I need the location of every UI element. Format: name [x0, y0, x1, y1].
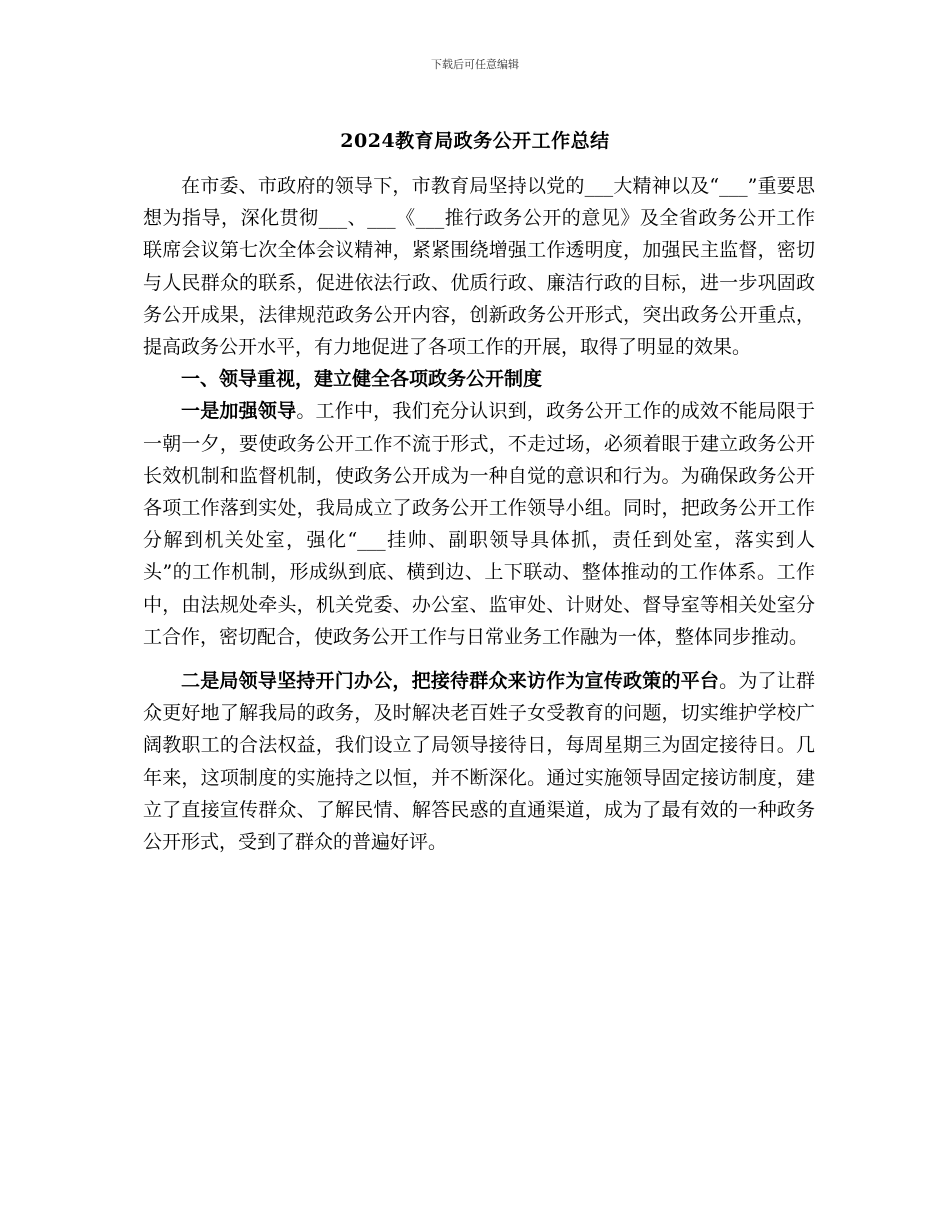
document-title: 2024教育局政务公开工作总结 — [340, 130, 610, 152]
paragraph-2-body: 。为了让群众更好地了解我局的政务，及时解决老百姓子女受教育的问题，切实维护学校广阔教职工的合法权益，我们设立了局领导接待日，每周星期三为固定接待日。几年来，这项制度的实施持之以恒，并不断深化。通过实施领导固定接访制度，建立了直接宣传群众、了解民情、解答民惑的直通渠道，成为了最有效的一种政务公开形式，受到了群众的普遍好评。 — [143, 670, 815, 854]
paragraph-1-lead: 一是加强领导 — [181, 400, 297, 423]
paragraph-1 — [143, 395, 815, 653]
document-body — [143, 170, 815, 858]
section-1-heading: 一、领导重视，建立健全各项政务公开制度 — [181, 368, 543, 391]
paragraph-1-body: 。工作中，我们充分认识到，政务公开工作的成效不能局限于一朝一夕，要使政务公开工作不流于形式，不走过场，必须着眼于建立政务公开长效机制和监督机制，使政务公开成为一种自觉的意识和行为。为确保政务公开各项工作落到实处，我局成立了政务公开工作领导小组。同时，把政务公开工作分解到机关处室，强化“___挂帅、副职领导具体抓，责任到处室，落实到人头”的工作机制，形成纵到底、横到边、上下联动、整体推动的工作体系。工作中，由法规处牵头，机关党委、办公室、监审处、计财处、督导室等相关处室分工合作，密切配合，使政务公开工作与日常业务工作融为一体，整体同步推动。 — [143, 400, 815, 648]
paragraph-2 — [143, 665, 815, 858]
paragraph-2-lead: 二是局领导坚持开门办公，把接待群众来访作为宣传政策的平台 — [181, 670, 720, 693]
page-header-note: 下载后可任意编辑 — [431, 58, 519, 71]
intro-paragraph: 在市委、市政府的领导下，市教育局坚持以党的___大精神以及“___”重要思想为指导，深化贯彻___、___《___推行政务公开的意见》及全省政务公开工作联席会议第七次全体会议精神，紧紧围绕增强工作透明度，加强民主监督，密切与人民群众的联系，促进依法行政、优质行政、廉洁行政的目标，进一步巩固政务公开成果，法律规范政务公开内容，创新政务公开形式，突出政务公开重点，提高政务公开水平，有力地促进了各项工作的开展，取得了明显的效果。 — [143, 175, 815, 359]
